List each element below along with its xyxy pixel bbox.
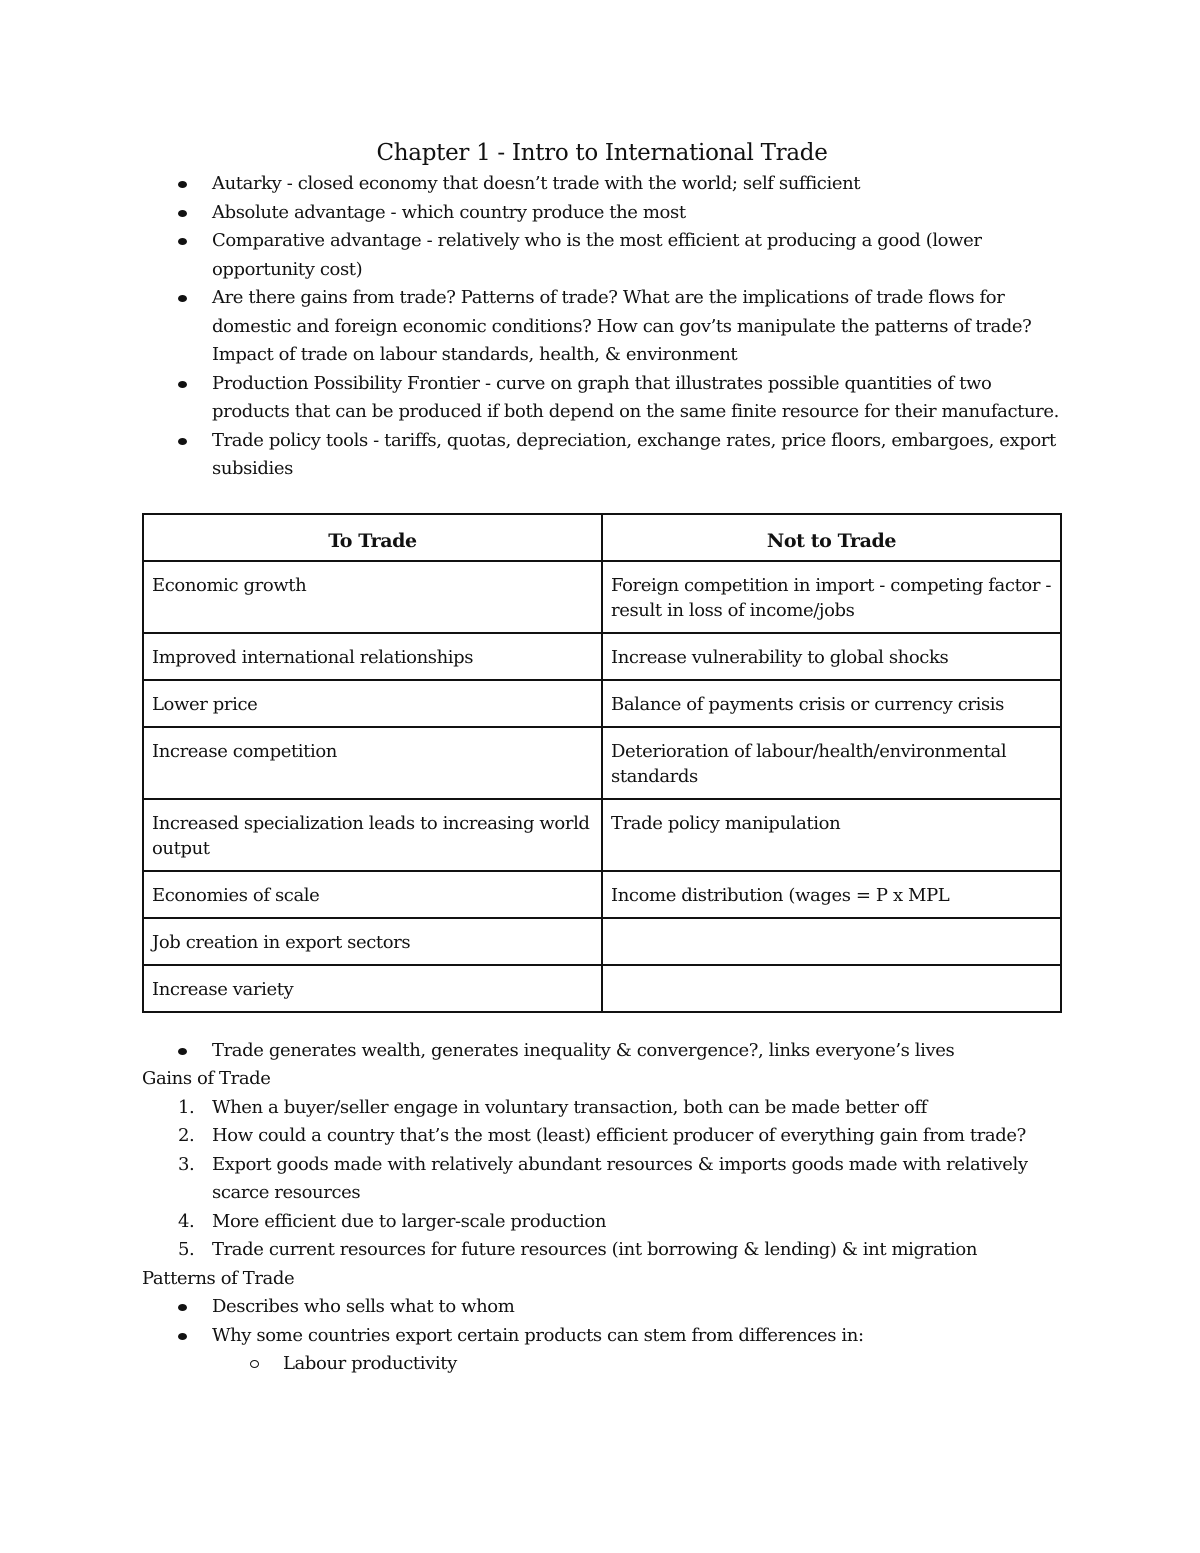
item-number: 4. [178,1210,195,1232]
item-text: When a buyer/seller engage in voluntary transaction, both can be made better off [212,1096,927,1118]
item-text: How could a country that’s the most (least) efficient producer of everything gain from trade? [212,1125,1026,1146]
list-item [142,1236,1062,1265]
table-row [143,918,1061,965]
table-cell: Increased specialization leads to increasing world output [143,799,602,871]
trade-comparison-table [142,513,1062,1013]
patterns-bullet-list [142,1293,1062,1350]
table-cell: Economies of scale [143,871,602,918]
list-item: Trade policy tools - tariffs, quotas, depreciation, exchange rates, price floors, embargoes, export subsidies [142,427,1062,484]
list-item: Absolute advantage - which country produce the most [142,199,1062,228]
item-number: 2. [178,1125,195,1146]
intro-bullet-list [142,170,1062,484]
list-item [142,1151,1062,1208]
item-text: Trade current resources for future resources (int borrowing & lending) & int migration [212,1239,978,1260]
document-page [142,140,1062,1379]
table-row [143,561,1061,633]
table-cell: Deterioration of labour/health/environmental standards [602,727,1061,799]
item-number: 3. [178,1153,195,1175]
table-cell: Increase vulnerability to global shocks [602,633,1061,680]
list-item: Why some countries export certain products can stem from differences in: [142,1322,1062,1351]
list-item [142,1122,1062,1151]
list-item [142,1208,1062,1237]
list-item: Autarky - closed economy that doesn’t trade with the world; self sufficient [142,170,1062,199]
summary-bullet-list [142,1037,1062,1066]
gains-of-trade-heading: Gains of Trade [142,1068,271,1089]
table-header-row [143,514,1061,561]
gains-numbered-list [142,1094,1062,1265]
patterns-sub-bullet-list [142,1350,1062,1379]
header-to-trade: To Trade [143,514,602,561]
table-row [143,965,1061,1012]
table-cell: Increase competition [143,727,602,799]
item-number: 1. [178,1096,195,1118]
item-text: More efficient due to larger-scale production [212,1210,607,1232]
table-cell: Improved international relationships [143,633,602,680]
table-cell [602,918,1061,965]
page-title: Chapter 1 - Intro to International Trade [376,140,828,166]
item-number: 5. [178,1239,195,1260]
table-cell [602,965,1061,1012]
table-cell: Job creation in export sectors [143,918,602,965]
table-cell: Trade policy manipulation [602,799,1061,871]
patterns-of-trade-heading: Patterns of Trade [142,1267,295,1289]
list-item: Production Possibility Frontier - curve on graph that illustrates possible quantities of two products that can be produced if both depend on the same finite resource for their manufacture. [142,370,1062,427]
list-item: Are there gains from trade? Patterns of trade? What are the implications of trade flows for domestic and foreign economic conditions? How can gov’ts manipulate the patterns of trade? Impact of trade on labour standards, health, & environment [142,284,1062,370]
table-row [143,871,1061,918]
table-cell: Foreign competition in import - competing factor - result in loss of income/jobs [602,561,1061,633]
table-cell: Lower price [143,680,602,727]
header-not-to-trade: Not to Trade [602,514,1061,561]
list-item: Trade generates wealth, generates inequality & convergence?, links everyone’s lives [142,1037,1062,1066]
list-item: Labour productivity [142,1350,1062,1379]
table-row [143,727,1061,799]
item-text: Export goods made with relatively abundant resources & imports goods made with relatively scarce resources [212,1153,1028,1203]
table-cell: Income distribution (wages = P x MPL [602,871,1061,918]
list-item: Comparative advantage - relatively who is the most efficient at producing a good (lower opportunity cost) [142,227,1062,284]
list-item [142,1094,1062,1123]
table-cell: Balance of payments crisis or currency crisis [602,680,1061,727]
table-row [143,680,1061,727]
table-cell: Economic growth [143,561,602,633]
table-cell: Increase variety [143,965,602,1012]
table-row [143,633,1061,680]
list-item: Describes who sells what to whom [142,1293,1062,1322]
table-row [143,799,1061,871]
